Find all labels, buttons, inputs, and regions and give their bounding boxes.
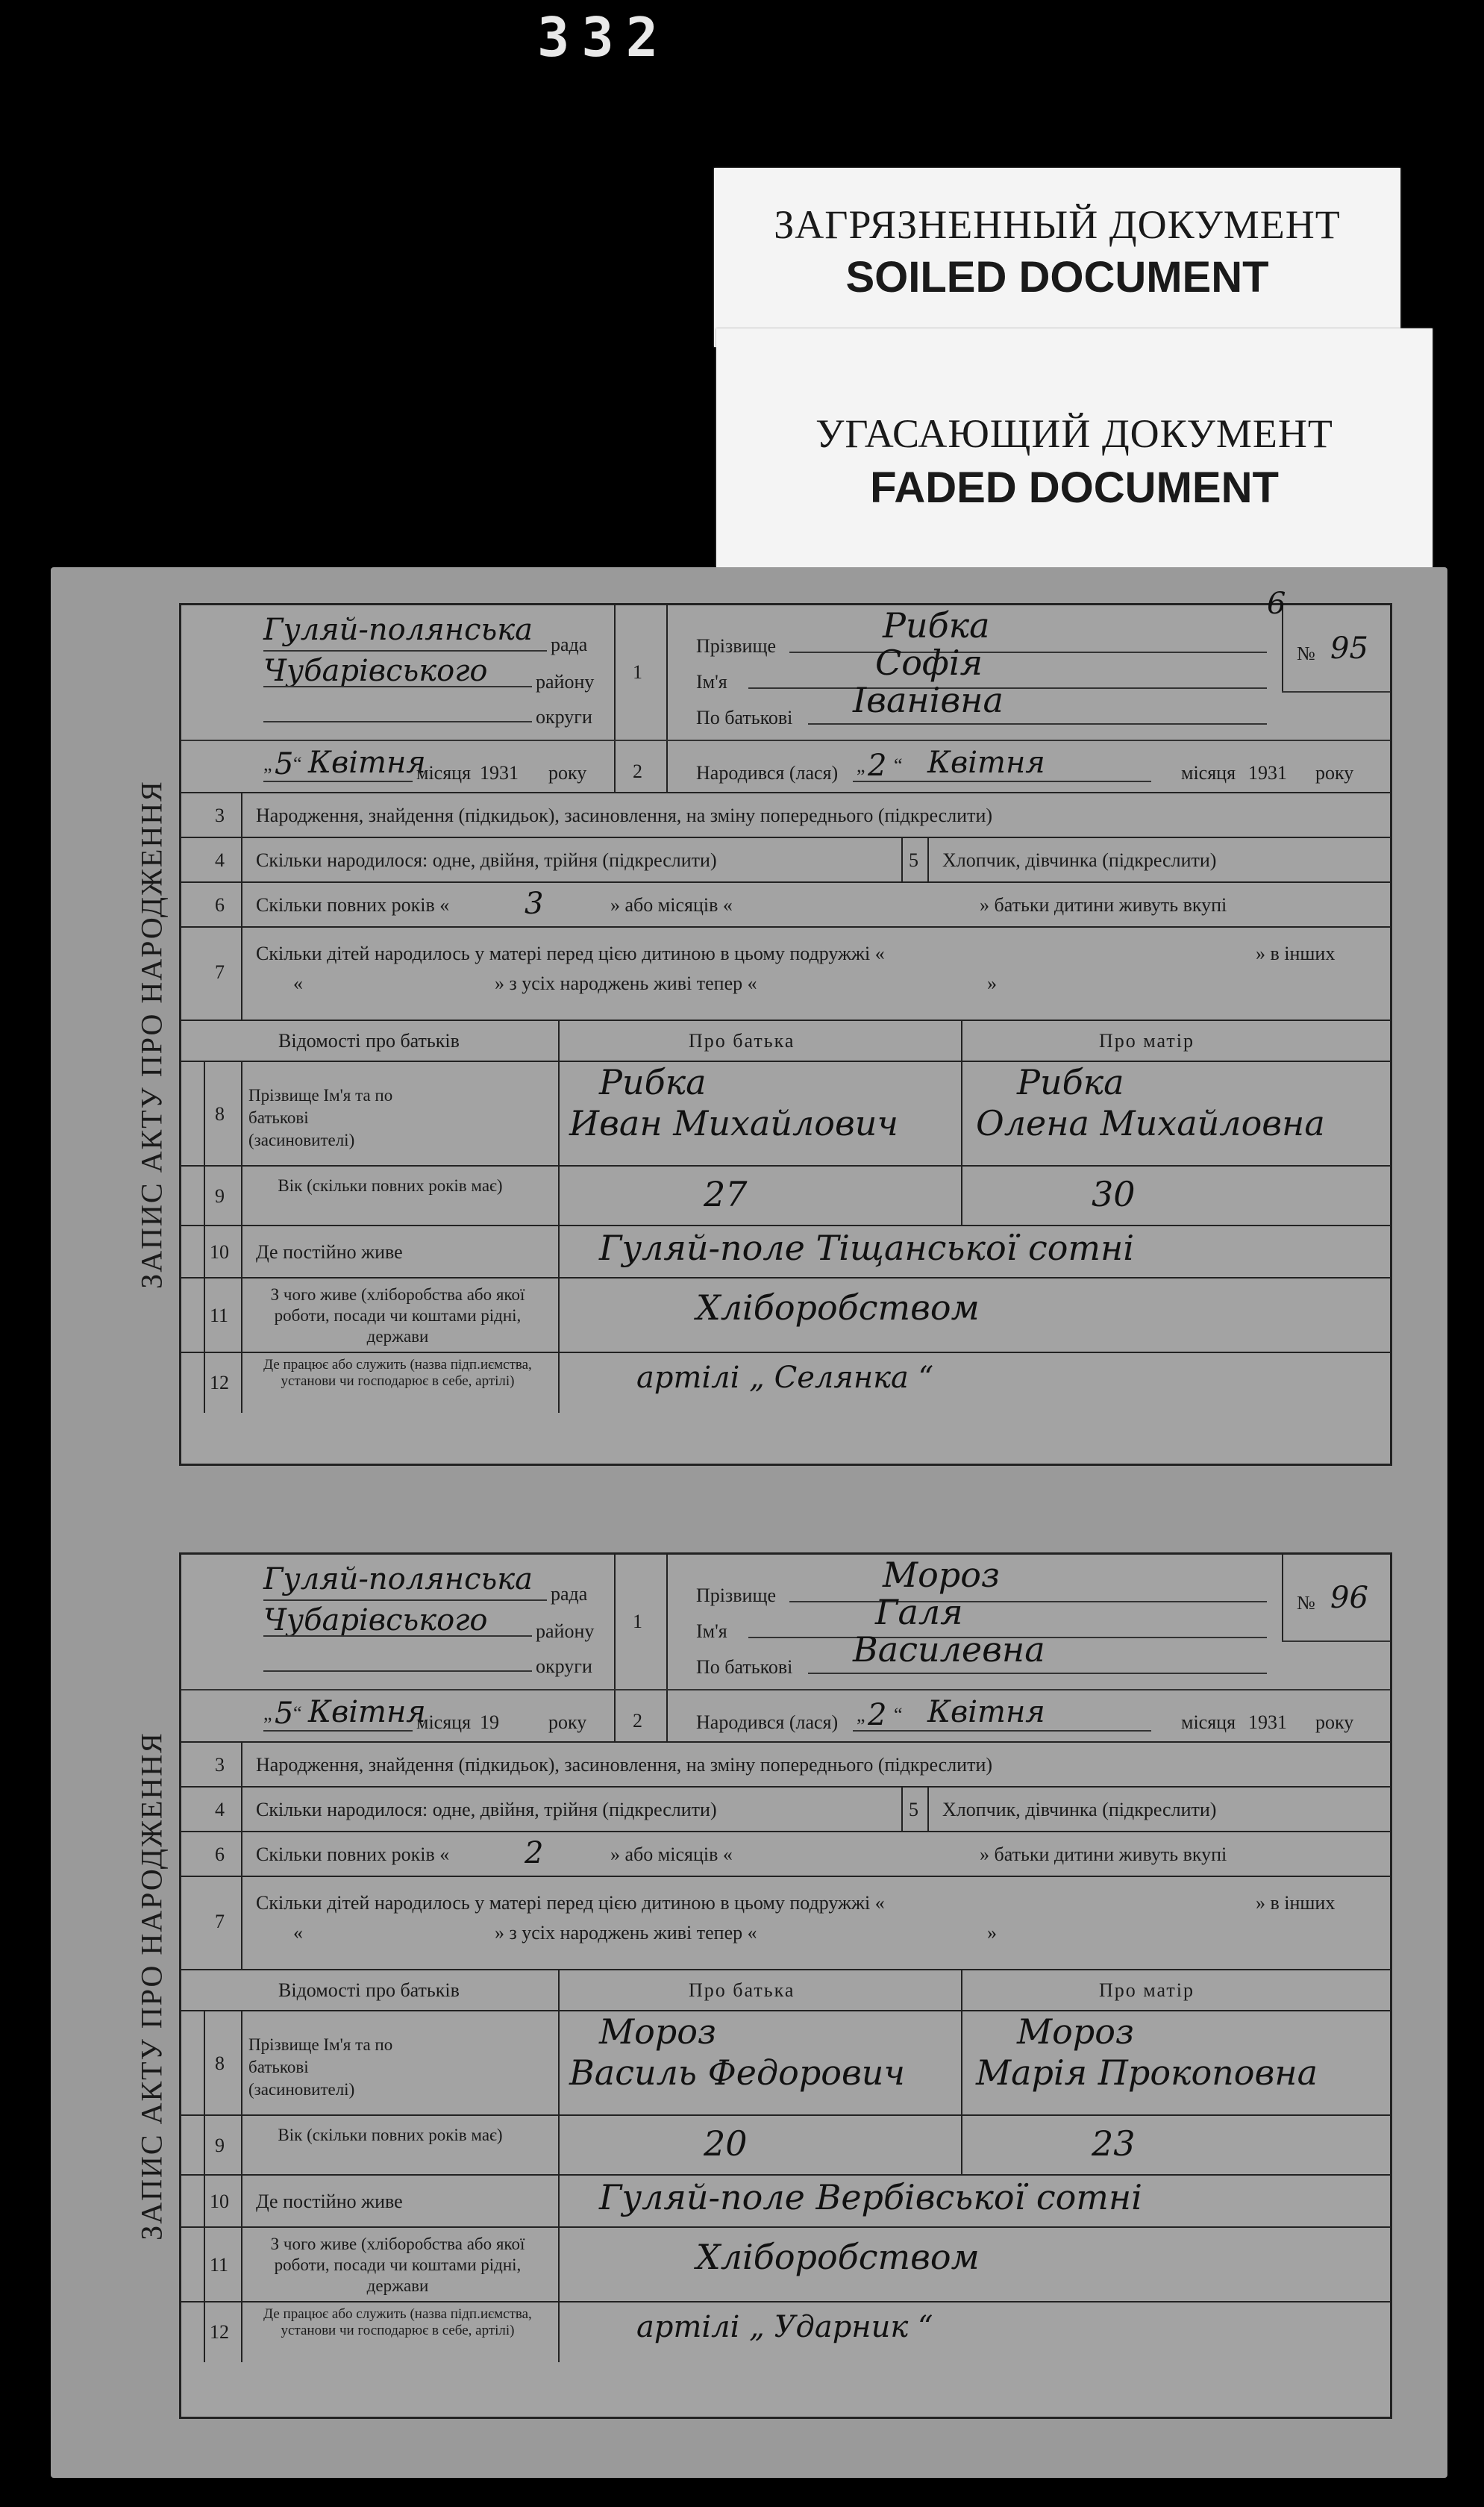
- reg-month-label: місяця: [416, 762, 472, 784]
- birth-day: 2: [868, 749, 887, 783]
- patronymic-value: Василевна: [853, 1629, 1045, 1670]
- birth-month-label: місяця: [1181, 762, 1236, 784]
- row4-label: Скільки народилося: одне, двійня, трійня (підкреслити): [256, 1799, 717, 1820]
- raion-value: Чубарівського: [263, 654, 488, 688]
- row7d-label: » з усіх народжень живі тепер «: [495, 972, 757, 994]
- stamp-ru: УГАСАЮЩИЙ ДОКУМЕНТ: [815, 411, 1333, 456]
- record-no-label: №: [1297, 1592, 1315, 1614]
- reg-month: Квітня: [308, 1695, 426, 1729]
- record-no-label: №: [1297, 643, 1315, 664]
- row9-label: Вік (скільки повних років має): [278, 1176, 503, 1195]
- row7c-label: «: [293, 1922, 303, 1944]
- stamp-en: FADED DOCUMENT: [870, 463, 1279, 512]
- row4-label: Скільки народилося: одне, двійня, трійня (підкреслити): [256, 849, 717, 871]
- row5-label: Хлопчик, дівчинка (підкреслити): [942, 1799, 1217, 1820]
- occupation: Хліборобством: [696, 1287, 980, 1328]
- born-label: Народився (лася): [696, 762, 839, 784]
- reg-year: 19: [480, 1711, 499, 1733]
- raion-label: району: [536, 671, 595, 693]
- row6c-label: » батьки дитини живуть вкупі: [980, 1843, 1227, 1865]
- birth-year: 1931: [1248, 1711, 1287, 1733]
- okrug-label: округи: [536, 1655, 592, 1677]
- workplace: артілі „ Селянка “: [636, 1361, 934, 1395]
- row7d-label: » з усіх народжень живі тепер «: [495, 1922, 757, 1944]
- patronymic-label: По батькові: [696, 707, 793, 728]
- birth-record: ЗАПИС АКТУ ПРО НАРОДЖЕННЯ Гуляй-полянська рада Чубарівського району округи „ 5 “ Квітня місяця 1931 року 1 2 Прізвище Рибка Ім'я Софія По батькові Іванівна № 95 6 Народився (лася) „ 2 “ Квітня місяця 1931 року 3 Народження, знайдення (підкидьок), засиновлення, на зміну попереднього (підкреслити) 4 Скільки народилося: одне, двійня, трійня (підкреслити) 5 Хлопчик, дівчинка (підкреслити) 6 Скільки повних років « 3 » або місяців « » батьки дитини живуть вкупі 7 Скільки дітей народилось у матері перед цією дитиною в цьому подружжі « » в інших « » з усіх народжень живі тепер « » Відомості про батьків Про батька Про матір 8 Прізвище Ім'я та по батькові (засиновителі) Рибка Иван Михайлович Рибка Олена Михайловна 9 Вік (скільки повних років має) 27 30 10 Де постійно живе Гуляй-поле Тіщанської сотні 11 З чого живе (хліборобства або якої роботи, посади чи коштами рідні, держави Хліборобством 12 Де працює або служить (назва підп.иємства, установи чи господарює в себе, артілі) артілі „ Селянка “: [179, 603, 1392, 1466]
- parents-info-header: Відомості про батьків: [278, 1030, 460, 1052]
- stamp-en: SOILED DOCUMENT: [845, 253, 1269, 302]
- row7e-label: »: [987, 972, 997, 994]
- record-no: 96: [1330, 1581, 1368, 1615]
- row7b-label: » в інших: [1256, 1892, 1336, 1914]
- row3-label: Народження, знайдення (підкидьок), засиновлення, на зміну попереднього (підкреслити): [256, 805, 993, 826]
- father-surname: Рибка: [599, 1062, 707, 1102]
- birth-month: Квітня: [927, 1695, 1045, 1729]
- row3-label: Народження, знайдення (підкидьок), засиновлення, на зміну попереднього (підкреслити): [256, 1754, 993, 1776]
- mother-surname: Рибка: [1017, 1062, 1124, 1102]
- reg-month-label: місяця: [416, 1711, 472, 1733]
- row8-label: Прізвище Ім'я та по батькові (засиновителі): [248, 2035, 393, 2099]
- row12-label: Де працює або служить (назва підп.иємства, установи чи господарює в себе, артілі): [263, 2306, 532, 2338]
- row6a-label: Скільки повних років «: [256, 894, 450, 916]
- reg-year-label: року: [548, 1711, 587, 1733]
- mother-surname: Мороз: [1017, 2011, 1135, 2052]
- row7e-label: »: [987, 1922, 997, 1944]
- workplace: артілі „ Ударник “: [636, 2310, 933, 2344]
- years-together: 3: [525, 887, 544, 921]
- reg-year: 1931: [480, 762, 519, 784]
- rada-label: рада: [551, 1583, 588, 1605]
- soiled-document-stamp: [714, 168, 1400, 347]
- row8-label: Прізвище Ім'я та по батькові (засиновителі): [248, 1086, 393, 1149]
- row11-label: З чого живе (хліборобства або якої роботи, посади чи коштами рідні, держави: [270, 1285, 525, 1346]
- patronymic-value: Іванівна: [853, 680, 1004, 720]
- years-together: 2: [525, 1836, 544, 1870]
- faded-document-stamp: [716, 328, 1433, 567]
- about-father-header: Про батька: [689, 1030, 795, 1052]
- row6a-label: Скільки повних років «: [256, 1843, 450, 1865]
- row7b-label: » в інших: [1256, 943, 1336, 964]
- row6c-label: » батьки дитини живуть вкупі: [980, 894, 1227, 916]
- birth-year: 1931: [1248, 762, 1287, 784]
- mother-name: Олена Михайловна: [976, 1103, 1325, 1143]
- birth-month: Квітня: [927, 746, 1045, 780]
- born-label: Народився (лася): [696, 1711, 839, 1733]
- name-value: Софія: [875, 643, 983, 683]
- birth-year-label: року: [1315, 1711, 1354, 1733]
- rada-value: Гуляй-полянська: [263, 1562, 533, 1596]
- row6b-label: » або місяців «: [610, 894, 733, 916]
- stamp-ru: ЗАГРЯЗНЕННЫЙ ДОКУМЕНТ: [774, 202, 1341, 247]
- row5-label: Хлопчик, дівчинка (підкреслити): [942, 849, 1217, 871]
- about-father-header: Про батька: [689, 1979, 795, 2001]
- birth-year-label: року: [1315, 762, 1354, 784]
- reg-year-label: року: [548, 762, 587, 784]
- row9-label: Вік (скільки повних років має): [278, 2126, 503, 2144]
- reg-day: 5: [275, 747, 294, 781]
- father-age: 20: [704, 2123, 748, 2164]
- residence: Гуляй-поле Тіщанської сотні: [599, 1228, 1135, 1268]
- reg-month: Квітня: [308, 746, 426, 780]
- father-name: Василь Федорович: [569, 2052, 905, 2093]
- row12-label: Де працює або служить (назва підп.иємства, установи чи господарює в себе, артілі): [263, 1357, 532, 1389]
- okrug-label: округи: [536, 706, 592, 728]
- birth-month-label: місяця: [1181, 1711, 1236, 1733]
- about-mother-header: Про матір: [1099, 1979, 1195, 2001]
- surname-value: Рибка: [883, 605, 990, 646]
- residence: Гуляй-поле Вербівської сотні: [599, 2177, 1142, 2217]
- about-mother-header: Про матір: [1099, 1030, 1195, 1052]
- name-value: Галя: [875, 1592, 963, 1632]
- father-name: Иван Михайлович: [569, 1103, 898, 1143]
- raion-label: району: [536, 1620, 595, 1642]
- birth-record: ЗАПИС АКТУ ПРО НАРОДЖЕННЯ Гуляй-полянська рада Чубарівського району округи „ 5 “ Квітня місяця 19 року 1 2 Прізвище Мороз Ім'я Галя По батькові Василевна № 96 Народився (лася) „ 2 “ Квітня місяця 1931 року 3 Народження, знайдення (підкидьок), засиновлення, на зміну попереднього (підкреслити) 4 Скільки народилося: одне, двійня, трійня (підкреслити) 5 Хлопчик, дівчинка (підкреслити) 6 Скільки повних років « 2 » або місяців « » батьки дитини живуть вкупі 7 Скільки дітей народилось у матері перед цією дитиною в цьому подружжі « » в інших « » з усіх народжень живі тепер « » Відомості про батьків Про батька Про матір 8 Прізвище Ім'я та по батькові (засиновителі) Мороз Василь Федорович Мороз Марія Прокоповна 9 Вік (скільки повних років має) 20 23 10 Де постійно живе Гуляй-поле Вербівської сотні 11 З чого живе (хліборобства або якої роботи, посади чи коштами рідні, держави Хліборобством 12 Де працює або служить (назва підп.иємства, установи чи господарює в себе, артілі) артілі „ Ударник “: [179, 1552, 1392, 2419]
- row11-label: З чого живе (хліборобства або якої роботи, посади чи коштами рідні, держави: [270, 2235, 525, 2295]
- birth-day: 2: [868, 1698, 887, 1732]
- reg-day: 5: [275, 1696, 294, 1731]
- surname-label: Прізвище: [696, 635, 777, 657]
- archive-number: 332: [537, 6, 671, 69]
- occupation: Хліборобством: [696, 2237, 980, 2277]
- parents-info-header: Відомості про батьків: [278, 1979, 460, 2001]
- row7c-label: «: [293, 972, 303, 994]
- raion-value: Чубарівського: [263, 1603, 488, 1637]
- row7a-label: Скільки дітей народилось у матері перед цією дитиною в цьому подружжі «: [256, 1892, 885, 1914]
- name-label: Ім'я: [696, 1620, 727, 1642]
- rada-label: рада: [551, 634, 588, 655]
- mother-name: Марія Прокоповна: [976, 2052, 1318, 2093]
- surname-value: Мороз: [883, 1555, 1001, 1595]
- mother-age: 30: [1092, 1174, 1136, 1214]
- record-no: 95: [1330, 631, 1368, 666]
- father-surname: Мороз: [599, 2011, 717, 2052]
- row10-label: Де постійно живе: [256, 1241, 403, 1263]
- record-side-title: ЗАПИС АКТУ ПРО НАРОДЖЕННЯ: [134, 780, 169, 1289]
- record-side-title: ЗАПИС АКТУ ПРО НАРОДЖЕННЯ: [134, 1731, 169, 2241]
- mother-age: 23: [1092, 2123, 1136, 2164]
- patronymic-label: По батькові: [696, 1656, 793, 1678]
- corner-mark: 6: [1267, 587, 1286, 621]
- father-age: 27: [704, 1174, 748, 1214]
- name-label: Ім'я: [696, 671, 727, 693]
- rada-value: Гуляй-полянська: [263, 613, 533, 647]
- row10-label: Де постійно живе: [256, 2191, 403, 2212]
- surname-label: Прізвище: [696, 1585, 777, 1606]
- row6b-label: » або місяців «: [610, 1843, 733, 1865]
- row7a-label: Скільки дітей народилось у матері перед цією дитиною в цьому подружжі «: [256, 943, 885, 964]
